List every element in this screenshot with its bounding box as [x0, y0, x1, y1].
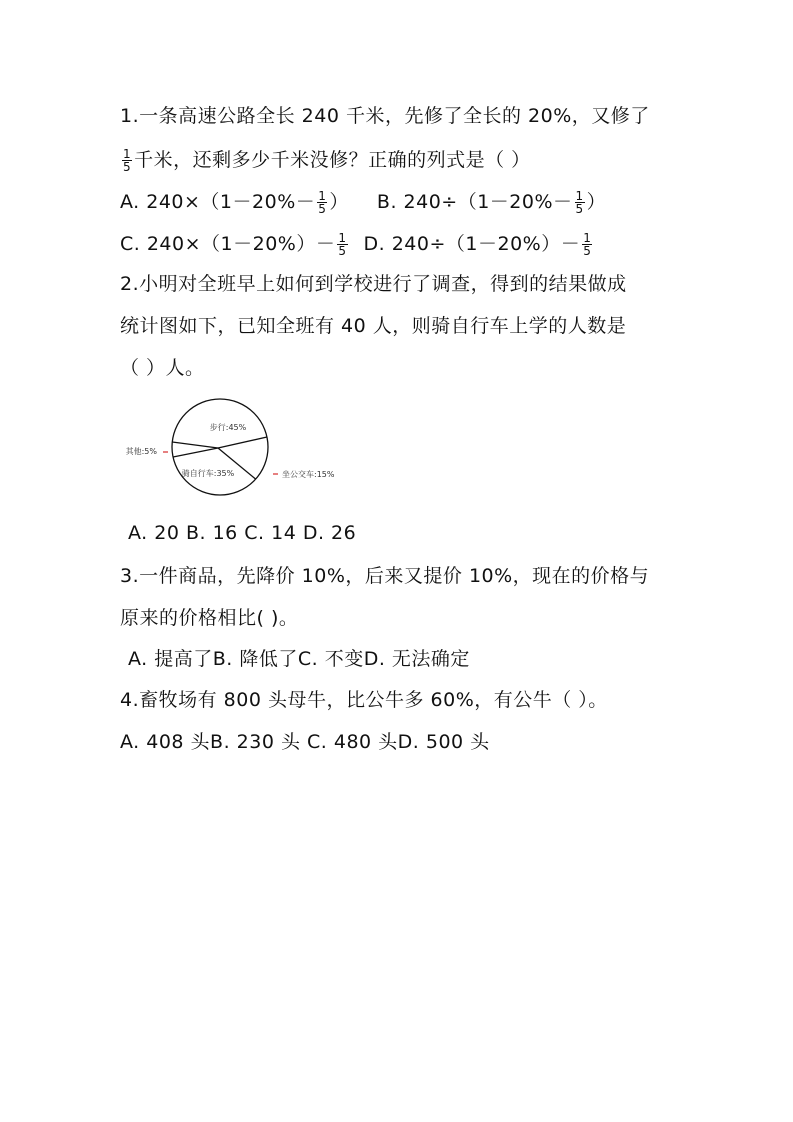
q1-line2: $\frac{1}{5}$ 千米，还剩多少千米没修？正确的列式是（ ） [123, 147, 531, 174]
q3-line1: 3.一件商品，先降价 10%，后来又提价 10%，现在的价格与 [120, 565, 650, 587]
q4-line1: 4.畜牧场有 800 头母牛，比公牛多 60%，有公牛（ ）。 [120, 689, 608, 711]
q2-line2: 统计图如下，已知全班有 40 人，则骑自行车上学的人数是 [120, 315, 627, 337]
q3-line2: 原来的价格相比( )。 [120, 607, 299, 629]
fraction: $\frac{1}{5}$ [123, 147, 132, 174]
pie-label-2: 骑自行车:35% [181, 469, 235, 478]
q1-option-d: D. 240÷（1－20%）－ $\frac{1}{5}$ [363, 231, 592, 258]
q2-line1: 2.小明对全班早上如何到学校进行了调查，得到的结果做成 [120, 273, 627, 295]
q1-option-b: B. 240÷（1－20%－ $\frac{1}{5}$ ） [376, 189, 607, 216]
q1-option-c: C. 240×（1－20%）－ $\frac{1}{5}$ [120, 231, 347, 258]
q4-options: A. 408 头B. 230 头 C. 480 头D. 500 头 [120, 731, 490, 753]
q1-options-cd [120, 232, 594, 257]
pie-chart [110, 392, 360, 502]
q3-options: A. 提高了B. 降低了C. 不变D. 无法确定 [128, 648, 470, 670]
q1-option-a: A. 240×（1－20%－ $\frac{1}{5}$ ） [120, 189, 349, 216]
pie-label-0: 步行:45% [209, 423, 247, 432]
q1-options-ab [120, 190, 606, 215]
pie-label-1: 坐公交车:15% [282, 470, 335, 479]
q2-line3: （ ）人。 [120, 357, 205, 379]
q2-options: A. 20 B. 16 C. 14 D. 26 [128, 522, 357, 544]
q1-line1: 1.一条高速公路全长 240 千米，先修了全长的 20%，又修了 [120, 105, 650, 127]
pie-label-3: 其他:5% [125, 447, 157, 456]
